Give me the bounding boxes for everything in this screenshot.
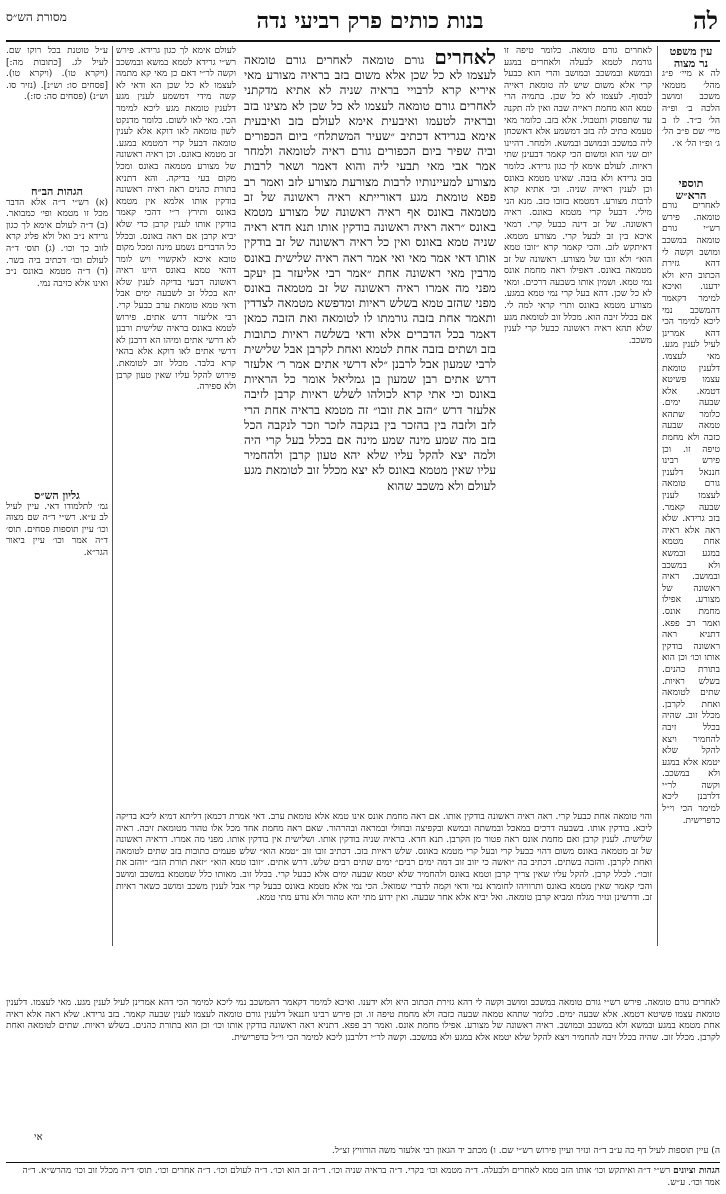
hagahot-vetziyunim-text: רש״י ד״ה ואיתקש וכו׳ אותו הזב טמא לאחרים ולבעלה. ד״ה מטמא וכו׳ בקרי. ד״ה בראיה שניה וכו׳. ד״ה זב הוא וכו׳. ד״ה לעולם וכו׳. ד״ה אחרים וכו׳. תוס׳ ד״ה מכלל זוב וכו׳ מהרש״א. ד״ה אמר וכו׳. ע״ש. <box>22 1166 720 1188</box>
gemara-text: גורם טומאה לאחרים גורם טומאה לעצמו לא כל שכן אלא משום בזב בראיה מצורע מאי איריא קרא לרבויי בראיה שניה לא אתיא מדקתני לאחרים גורם טומאה לעצמו לא כל שכן לא מצינו בזב ובראיה לטעמו ואיבעית אימא לעולם בזב ואיבעית אימא בגרידא דכתיב ״שעיר המשתלח״ ביום הכפורים וביה שפיר ביום הכפורים גורם ראיה לטומאה ולמחר אמר אבי מאי תבעי ליה והוא דאמר ושאר לרבות מצורע למעיינותיו לרבות מצורעת מצורע לזב ואמר רב פפא טומאת מגע דאורייתא ראיה ראשונה של זב מטמאה באונס אף ראיה ראשונה של מצורע מטמא באונס ״ראה ראיה ראשונה בודקין אותו תנא חדא ראיה שניה טמא באונס ואין כל ראיה ראשונה של זב בודקין אותו דאי אמר מאי ואי אמר ראה ראיה שלישית באונס מרבין מאי ראשונה אחת ״אמר רבי אליעזר בן יעקב מפני מה אמרו ראיה ראשונה של זב מטמאה באונס מפני שהזב טמא בשלש ראיות ומדפשא מטמאה לצדדין ותאמר אחת בזבה גורמתו לו לטומאה ואת הזבה כמאן דאמר בכל הדברים אלא ודאי בשלשה ראיות כתובות בזב ושתים בזבה אחת לטמא ואחת לקרבן אבל שלישית לרבי שמעון אבל לרבנן ״לא דרשי אתים אמר ר׳ אלעזר דרש אתים רבן שמעון בן גמליאל אומר כל הראיות באונס וכי אתי קרא לכולהו לשלש ראיות קרבן לזיבה אלעזר דרש ״הזב את זובו״ זה מטמא בראיה אחת הרי לזב ולזבה בין בהזכר בין בנקבה לזכר וזכר לנקבה הכל בזב מה שמע מינה שמע מינה אם בכלל בעל קרי היה ולמה יצא להקל עליו שלא יהא טעון קרבן ולהחמיר עליו שאין מטמא באונס לא יצא מכלל זוב לטומאת מגע לעולם ולא משכב שהוא <box>244 53 496 493</box>
mesoret-hashas-column <box>6 46 108 176</box>
commentary-bottom-text: לאחרים גורם טומאה. פירש רש״י גורם טומאה במשכב ומושב וקשה לי דהא גזירת הכתוב היא ולא ידענו. ואיכא למימר דקאמר דהמשכב נמי ליכא למימר הכי דהא אמרינן לעיל לענין מגע. מאי לעצמו. דלענין טומאת עצמו פשיטא דטמא. אלא שבעה ימים. כלומר שתהא טמאה שבעה כזבה ולא מחמת טיפה זו. וכן פירש רבינו חננאל דלענין גורם טומאה לעצמו לענין שבעה קאמר. בזב גרידא. שלא ראה אלא ראיה אחת מטמא במגע ובמשא ולא במשכב ובמושב. ראיה ראשונה של מצורע. אפילו מחמת אונס. ואמר רב פפא. דתניא ראה ראשונה בודקין אותו וכו׳ וכן הוא בתורת כהנים. בשלש ראיות. שתים לטומאה ואחת לקרבן. מכלל זוב. שהיה בכלל זיבה להחמיר ויצא להקל שלא יטמא אלא במגע ולא במשכב. וקשה לר״י דלרבנן ליכא למימר הכי וי״ל כדפרישית. <box>6 998 720 1043</box>
gilyon-hashas-column <box>6 490 108 930</box>
mesoret-hashas-text: ע״ל טוטנת בכל רוקו שם. לעיל לג. [כתובות מה:] (ויקרא טו). (ויקרא טו). [פסחים סו: וש״נ]. (נזיר סו. וש״נ) (פסחים סה: סז:). <box>6 46 108 103</box>
tosafot-text: לעולם אימא לך כגון גרידא. פירש רש״י גרידא לטמא במשא ובמשכב וקשה לר״י דאם כן מאי קא מתמה לעצמו לא כל שכן הא ודאי לא קשה מידי דמשמע לענין מגע דלענין טומאת מגע ליכא למימר הכי. מאי לאו לשום. כלומר מדנקט לשון טומאה לאו דוקא אלא לענין טומאה דבעל קרי דמטמא במגע. זב מטמא באונס. וכן ראיה ראשונה של מצורע מטמאה באונס ומכל מקום בעי בדיקה. והא דתניא בתורת כהנים ראה ראיה ראשונה בודקין אותו אלמא אין מטמא באונס ותירץ ר״י דהכי קאמר בודקין אותו לענין קרבן כדי שלא יביא קרבן אם ראה באונס. ובכלל כל הדברים נשמע מינה ומכל מקום טובא איכא לאקשויי ויש לומר דהאי טמא באונס היינו ראיה ראשונה דבעי בדיקה לענין שלא יהא בכלל זב לשבעה ימים אבל ודאי טמא טומאת ערב כבעל קרי. רבי אליעזר דרש אתים. פירוש לטמא באונס בראיה שלישית ורבנן לא דרשי אתים ומיהו הא דרבנן לא דרשי אתים לאו דוקא אלא בהאי קרא בלבד. מכלל זוב לטומאת. פירוש להקל עליו שאין טעון קרבן ולא ספירה. <box>116 46 236 393</box>
sheet-signature: אי <box>34 1132 43 1143</box>
mesoret-hashas-label: מסורת הש״ס <box>6 10 67 24</box>
gilyon-hashas-text: גמ׳ לתלמודו דאי. עיין לעיל לב ע״א. רש״י ד״ה שם מצוה וכו׳ עיין תוספות פסחים. תוס׳ ד״ה אמר וכו׳ עיין ביאור הגר״א. <box>6 501 108 558</box>
ein-mishpat-text: לה א מיי׳ פ״ג מהל׳ מטמאי משכב ומושב הלכה ב׳ ופ״ה הל׳ כ״ד. לו ב מיי׳ שם פ״ב הל׳ ג׳ ופ״ו הל׳ א׳. <box>662 69 720 149</box>
rashi-column <box>504 46 652 946</box>
page-title: בנות כותים פרק רביעי נדה <box>256 8 484 34</box>
commentary-bottom-wide <box>6 998 720 1130</box>
column-divider <box>112 46 113 946</box>
tosafot-harosh-text: לאחרים גורם טומאה. פירש רש״י גורם טומאה במשכב ומושב וקשה לי דהא גזירת הכתוב היא ולא ידענו. ואיכא למימר דקאמר דהמשכב נמי ליכא למימר הכי דהא אמרינן לעיל לענין מגע. מאי לעצמו. דלענין טומאת עצמו פשיטא דטמא. אלא שבעה ימים. כלומר שתהא טמאה שבעה כזבה ולא מחמת טיפה זו. וכן פירש רבינו חננאל דלענין גורם טומאה לעצמו לענין שבעה קאמר. בזב גרידא. שלא ראה אלא ראיה אחת מטמא במגע ובמשא ולא במשכב ובמושב. ראיה ראשונה של מצורע. אפילו מחמת אונס. ואמר רב פפא. דתניא ראה ראשונה בודקין אותו וכו׳ וכן הוא בתורת כהנים. בשלש ראיות. שתים לטומאה ואחת לקרבן. מכלל זוב. שהיה בכלל זיבה להחמיר ויצא להקל שלא יטמא אלא במגע ולא במשכב. וקשה לר״י דלרבנן ליכא למימר הכי וי״ל כדפרישית. <box>662 201 720 826</box>
tosafot-column <box>116 46 236 806</box>
hagahot-vetziyunim-label: הגהות וציונים <box>673 1166 720 1176</box>
gemara-column <box>244 46 496 806</box>
tosafot-harosh-label: תוספי הרא״ש <box>675 178 707 202</box>
hagahot-habach-label: הגהות הב״ח <box>31 186 83 198</box>
rashi-text: לאחרים גורם טומאה. כלומר טיפה זו גורמת לטמא לבעלה ולאחרים במגע ובמשא ובמשכב ובמושב והרי הוא כבעל קרי אלא משום שיש לה טומאת ראייה לבסוף. לעצמו לא כל שכן. בתמיה הרי טמא הוא מחמת ראייה שבה ואין לה תקנה עד שתפסוק ותטבול. אלא בזב. כלומר מאי טעמא כתיב לה בזב דמשמע אלא דאשכחן ליה במשכב ובמושב ובמשא. ולמחר. דהיינו יום שני הוא ומשום הכי קאמר דבעינן שתי ראיות. לעולם אימא לך כגון גרידא. כלומר בזב גרידא ולא בזבה. שאינו מטמא באונס וכן לענין ראייה שניה. וכי אתיא קרא לרבות מצורע. דמטמא בזובו כזב. מנא הני מילי. דבעל קרי מטמא באונס. ראיה ראשונה. של זב דינה כבעל קרי. דמאי איכא בין זב לבעל קרי. מצורע מטמא. דאיתקש לזב. והכי קאמר קרא ״זובו טמא הוא״ ולא זובו של מצורע. ראשונה של זב מטמאה באונס. דאפילו ראה מחמת אונס נמי טמא. ושמין אותו בשבעה דרכים. ומאי לא כל שכן. דהא בעל קרי נמי טמא במגע. מצורע מטמא באונס ותרי קראי למה לי. אם בכלל זיבה הוא. מכלל זוב לטומאת מגע שלא תהא ראיה ראשונה כבעל קרי לענין משכב. <box>504 46 652 346</box>
ein-mishpat-column <box>662 46 720 174</box>
marginal-note-text: ה) עיין תוספות לעיל דף כה ע״ב ד״ה ונזיר ועיין פירוש רש״י שם. ו) מכתב יד הגאון רבי אלעזר משה הורוויץ זצ״ל. <box>331 1146 720 1156</box>
header-rule <box>6 40 720 42</box>
ein-mishpat-label: עין משפט נר מצוה <box>669 46 713 70</box>
gemara-intro-word: לאחרים <box>434 46 496 69</box>
marginal-note <box>6 1146 720 1160</box>
hagahot-habach-column <box>6 186 108 476</box>
hagahot-habach-text: (א) רש״י ד״ה אלא הדבר מכל זו מטמא ופי׳ כמבואר. (ב) ד״ה לעולם אימא לך כגון גרידא נ״ב ואל ולא פליג קרא לזוב כך וכו׳. (ג) תוס׳ ד״ה לעולם וכו׳ דכתיב ביה בשר. (ד) ד״ה מטמא באונס נ״ב ואינו אלא כזיבה נמי. <box>6 197 108 289</box>
gilyon-hashas-label: גליון הש״ס <box>34 490 80 502</box>
page-header <box>0 6 726 40</box>
hagahot-vetziyunim <box>6 1166 720 1192</box>
rashi-bottom-block <box>116 812 652 992</box>
folio-number: לה <box>692 6 718 35</box>
footer-rule <box>6 1162 720 1163</box>
column-divider <box>657 46 658 946</box>
tosafot-harosh-column <box>662 178 720 948</box>
rashi-bottom-text: והוי טומאה אחת כבעל קרי. ראה ראיה ראשונה בודקין אותו. אם ראה מחמת אונס אינו טמא אלא טומאת ערב. דאי אמרת דכמאן דליתא דמיא ליכא בדיקה ליכא. בודקין אותו. בשבעה דרכים במאכל ובמשתה ובמשא ובקפיצה ובחולי ובמראה ובהרהור. שאם ראה מחמת אחד מכל אלו טהור מטומאת זיבה. ראיה שלישית. לענין קרבן ואם מחמת אונס ראה פטור מן הקרבן. תנא חדא. בראיה שניה בודקין אותו. ושלישית אין בודקין אותו. מפני מה אמרו. דראיה ראשונה של זב מטמאה באונס משום דהוי כבעל קרי ובעל קרי מטמא באונס. שלש ראיות בזב. דכתיב זובו זוב ״טמא הוא״ שלש פעמים כתובות בזב שתים לטומאה ואחת לקרבן. והזבה בשתים. דכתיב בה ״ואשה כי יזוב זוב דמה ימים רבים״ ימים שתים רבים שלש. דרש אתים. ״זובו טמא הוא״ ״זאת תורת הזב״ ״והזב את זובו״. לכלל קרבן. להקל עליו שאין צריך קרבן וטמא באונס ולהחמיר שלא יטמא שבעה ימים אלא כבעל קרי. בכלל זוב. מאותו כלל שמטמא במשכב ומושב והכי קאמר שאין מטמא באונס ותרוויהו לחומרא נמי ודאי וקמה לדברי שמואל. הכי נמי אלא מטמא באונס כבעל קרי אבל לענין משכב ומושב כשאר ראיות זב. ודרשינן ונזיר מגלח ומביא קרבן טומאה. ואל יביא אלא אחר שבעה. ואין ידוע מתי יהא טהור ולא נודע מתי טמא. <box>116 812 652 904</box>
